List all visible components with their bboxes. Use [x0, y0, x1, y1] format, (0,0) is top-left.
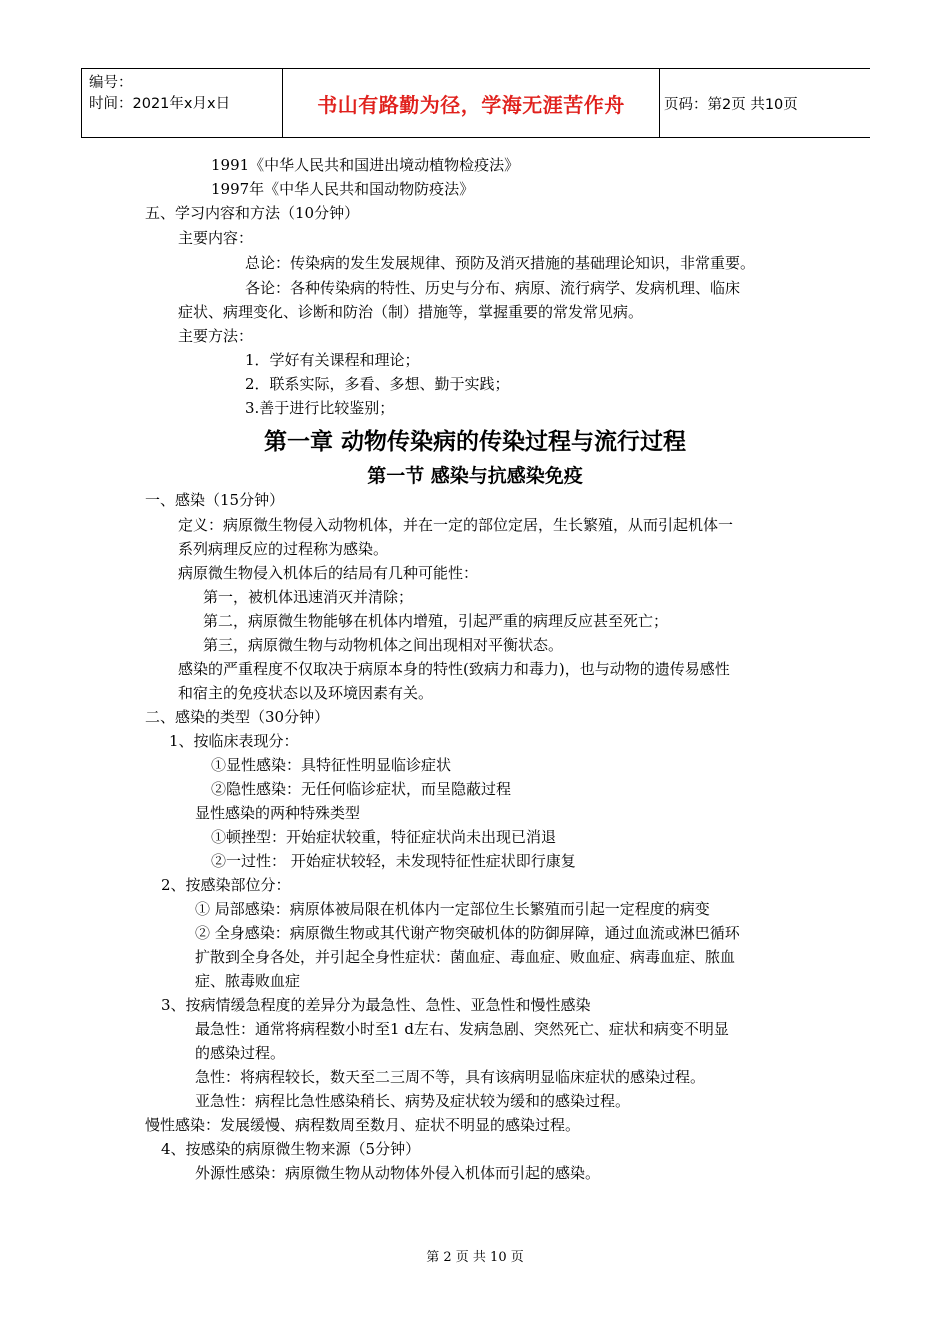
body-line: 1991《中华人民共和国进出境动植物检疫法》	[211, 156, 520, 174]
body-line: 症、脓毒败血症	[195, 972, 301, 990]
body-line: 外源性感染：病原微生物从动物体外侵入机体而引起的感染。	[195, 1164, 601, 1182]
body-line: 1．学好有关课程和理论；	[245, 351, 420, 369]
body-line: 2、按感染部位分：	[161, 876, 291, 894]
document-time-label: 时间：2021年x月x日	[89, 96, 231, 112]
section-heading: 一、感染（15分钟）	[145, 491, 285, 509]
body-line: 1、按临床表现分：	[169, 732, 299, 750]
chapter-title: 第一章 动物传染病的传染过程与流行过程	[263, 429, 686, 455]
body-line: 各论：各种传染病的特性、历史与分布、病原、流行病学、发病机理、临床	[245, 279, 741, 297]
body-line: 第一，被机体迅速消灭并清除；	[203, 588, 414, 606]
body-line: ①顿挫型：开始症状较重，特征症状尚未出现已消退	[211, 828, 557, 846]
body-line: 显性感染的两种特殊类型	[195, 804, 361, 822]
body-line: 系列病理反应的过程称为感染。	[178, 540, 389, 558]
body-line: 主要方法：	[178, 327, 254, 345]
section-heading: 五、学习内容和方法（10分钟）	[145, 204, 360, 222]
header-motto: 书山有路勤为径，学海无涯苦作舟	[317, 93, 625, 117]
body-line: 第二，病原微生物能够在机体内增殖，引起严重的病理反应甚至死亡；	[203, 612, 669, 630]
body-line: 扩散到全身各处，并引起全身性症状：菌血症、毒血症、败血症、病毒血症、脓血	[195, 948, 736, 966]
header-page-info: 页码：第2页 共10页	[664, 97, 798, 113]
body-line: ②一过性： 开始症状较轻，未发现特征性症状即行康复	[211, 852, 576, 870]
body-line: 3、按病情缓急程度的差异分为最急性、急性、亚急性和慢性感染	[161, 996, 591, 1014]
body-line: 定义：病原微生物侵入动物机体，并在一定的部位定居，生长繁殖，从而引起机体一	[178, 516, 734, 534]
section-heading: 二、感染的类型（30分钟）	[145, 708, 330, 726]
body-line: 最急性：通常将病程数小时至1 d左右、发病急剧、突然死亡、症状和病变不明显	[195, 1020, 729, 1038]
body-line: 亚急性：病程比急性感染稍长、病势及症状较为缓和的感染过程。	[195, 1092, 631, 1110]
document-number-label: 编号：	[89, 75, 133, 91]
page-header	[81, 68, 870, 138]
page-footer: 第 2 页 共 10 页	[426, 1250, 524, 1265]
body-line: 主要内容：	[178, 229, 254, 247]
body-line: 3.善于进行比较鉴别；	[245, 399, 395, 417]
body-line: ①显性感染：具特征性明显临诊症状	[211, 756, 452, 774]
body-line: ②隐性感染：无任何临诊症状，而呈隐蔽过程	[211, 780, 512, 798]
body-line: 和宿主的免疫状态以及环境因素有关。	[178, 684, 434, 702]
body-line: 2．联系实际，多看、多想、勤于实践；	[245, 375, 510, 393]
body-line: 总论：传染病的发生发展规律、预防及消灭措施的基础理论知识，非常重要。	[245, 254, 756, 272]
body-line: ① 局部感染：病原体被局限在机体内一定部位生长繁殖而引起一定程度的病变	[195, 900, 710, 918]
body-line: 慢性感染：发展缓慢、病程数周至数月、症状不明显的感染过程。	[145, 1116, 581, 1134]
body-line: 急性：将病程较长，数天至二三周不等，具有该病明显临床症状的感染过程。	[195, 1068, 706, 1086]
body-line: 第三，病原微生物与动物机体之间出现相对平衡状态。	[203, 636, 564, 654]
body-line: 病原微生物侵入机体后的结局有几种可能性：	[178, 564, 479, 582]
section-title: 第一节 感染与抗感染免疫	[367, 465, 583, 487]
body-line: ② 全身感染：病原微生物或其代谢产物突破机体的防御屏障，通过血流或淋巴循环	[195, 924, 740, 942]
body-line: 感染的严重程度不仅取决于病原本身的特性(致病力和毒力)，也与动物的遗传易感性	[178, 660, 730, 678]
body-line: 的感染过程。	[195, 1044, 286, 1062]
body-line: 1997年《中华人民共和国动物防疫法》	[211, 180, 475, 198]
body-line: 症状、病理变化、诊断和防治（制）措施等，掌握重要的常发常见病。	[178, 303, 644, 321]
body-line: 4、按感染的病原微生物来源（5分钟）	[161, 1140, 421, 1158]
header-meta	[89, 73, 230, 115]
